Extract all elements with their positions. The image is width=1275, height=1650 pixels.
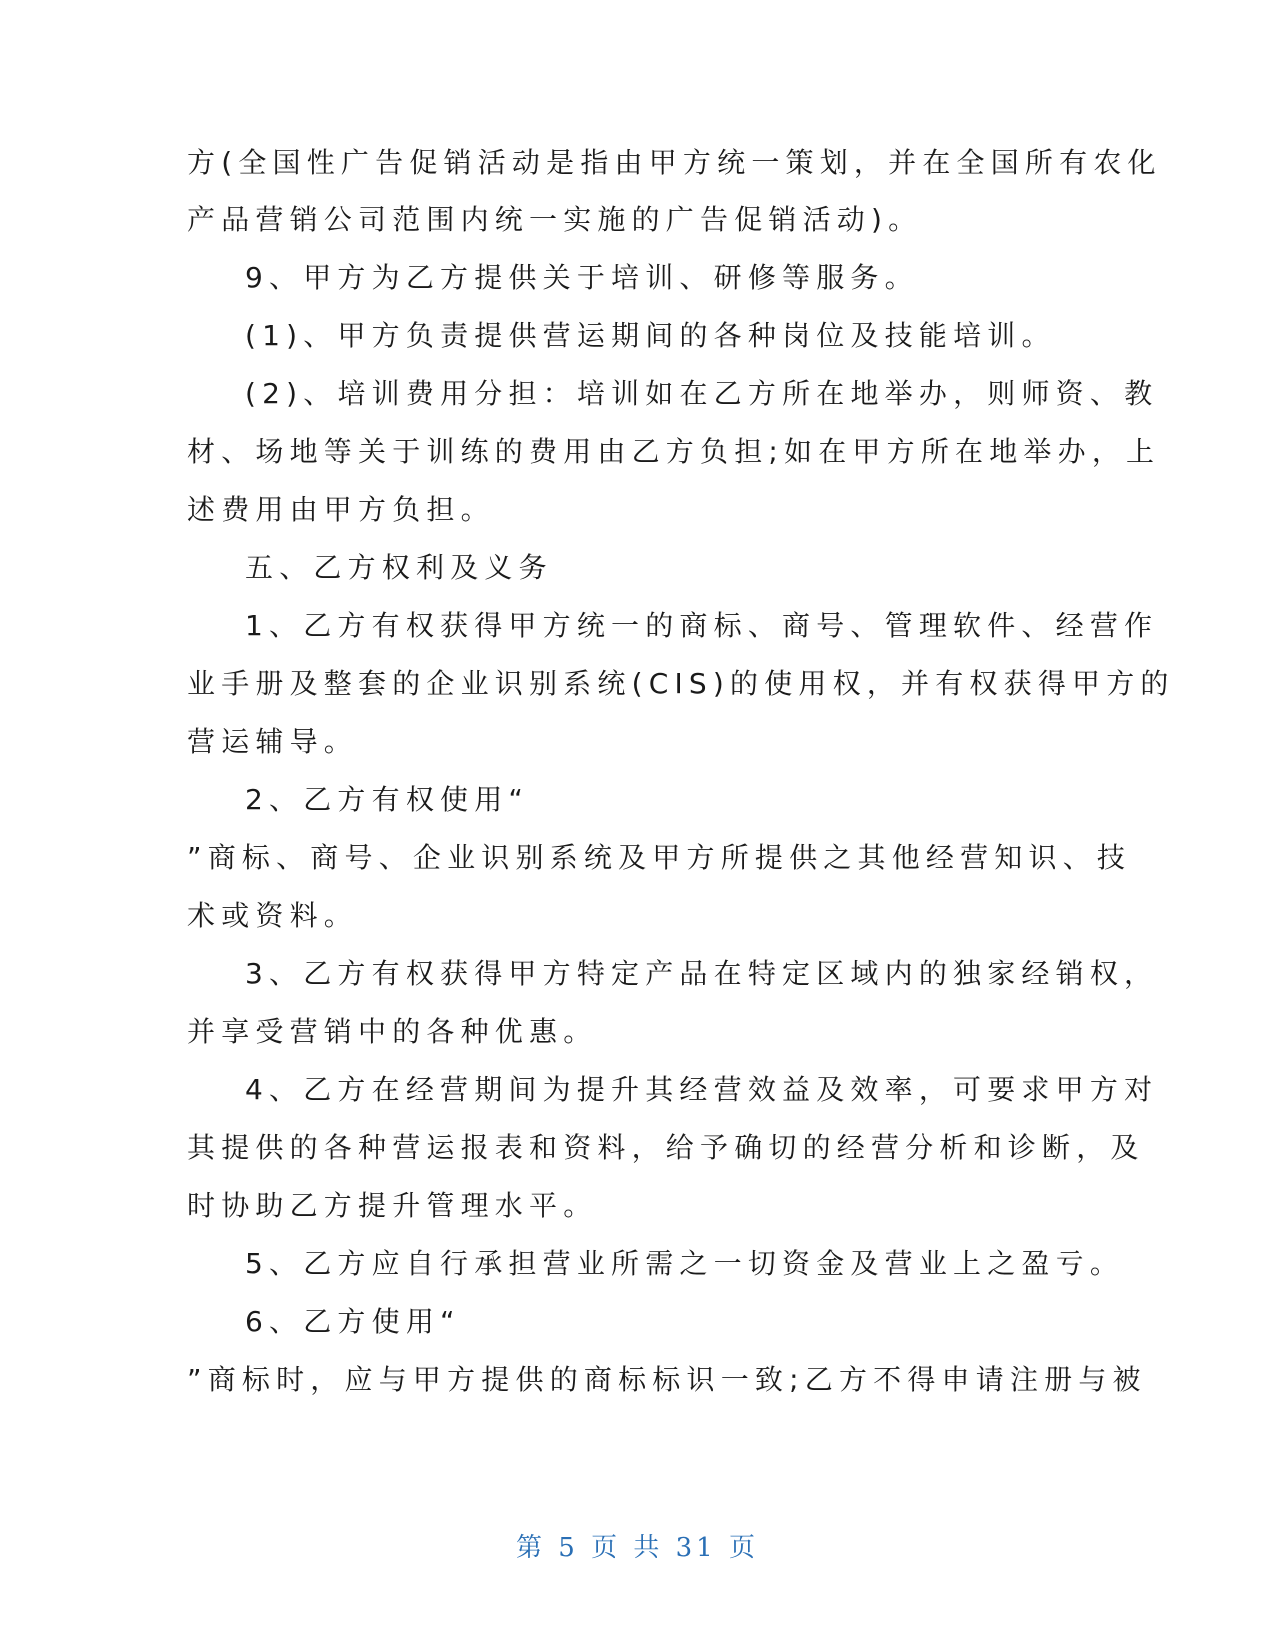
page-number-footer: 第 5 页 共 31 页 <box>516 1533 759 1563</box>
text-line: 3、乙方有权获得甲方特定产品在特定区域内的独家经销权， <box>245 957 1159 990</box>
text-line: 1、乙方有权获得甲方统一的商标、商号、管理软件、经营作 <box>245 609 1159 642</box>
text-line: 方(全国性广告促销活动是指由甲方统一策划，并在全国所有农化 <box>187 146 1162 179</box>
text-line: 材、场地等关于训练的费用由乙方负担;如在甲方所在地举办，上 <box>187 435 1161 468</box>
text-line: 6、乙方使用“ <box>245 1305 461 1338</box>
text-line: 并享受营销中的各种优惠。 <box>187 1015 598 1048</box>
text-line: 5、乙方应自行承担营业所需之一切资金及营业上之盈亏。 <box>245 1247 1125 1280</box>
text-line: 2、乙方有权使用“ <box>245 783 530 816</box>
text-line: ”商标时，应与甲方提供的商标标识一致;乙方不得申请注册与被 <box>187 1363 1147 1396</box>
text-line: 业手册及整套的企业识别系统(CIS)的使用权，并有权获得甲方的 <box>187 667 1175 700</box>
text-line: 时协助乙方提升管理水平。 <box>187 1189 598 1222</box>
text-line: 其提供的各种营运报表和资料，给予确切的经营分析和诊断，及 <box>187 1131 1145 1164</box>
text-line: (1)、甲方负责提供营运期间的各种岗位及技能培训。 <box>245 319 1056 352</box>
text-line: 术或资料。 <box>187 899 359 932</box>
text-line: ”商标、商号、企业识别系统及甲方所提供之其他经营知识、技 <box>187 841 1132 874</box>
text-line: 述费用由甲方负担。 <box>187 493 495 526</box>
text-line: 营运辅导。 <box>187 725 359 758</box>
text-line: 产品营销公司范围内统一实施的广告促销活动)。 <box>187 203 923 236</box>
text-line: 9、甲方为乙方提供关于培训、研修等服务。 <box>245 261 919 294</box>
section-heading: 五、乙方权利及义务 <box>245 551 553 584</box>
text-line: (2)、培训费用分担：培训如在乙方所在地举办，则师资、教 <box>245 377 1159 410</box>
text-line: 4、乙方在经营期间为提升其经营效益及效率，可要求甲方对 <box>245 1073 1159 1106</box>
